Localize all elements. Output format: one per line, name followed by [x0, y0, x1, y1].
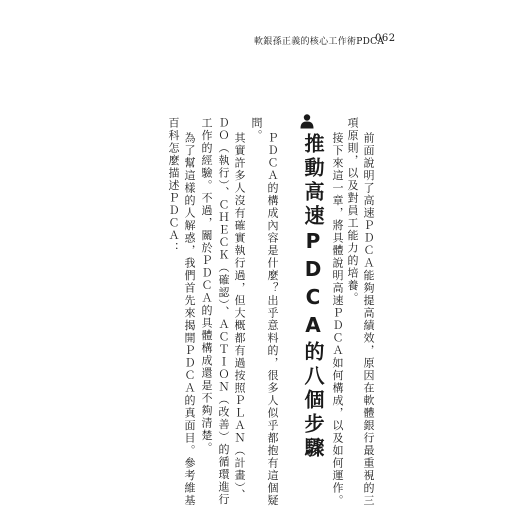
body-column-7: ＤＯ（執行）、ＣＨＥＣＫ（確認）、ＡＣＴＩＯＮ（改善）的循環進行: [217, 117, 230, 506]
page-number: 062: [375, 33, 396, 44]
body-column-10: 百科怎麼描述ＰＤＣＡ：: [167, 117, 180, 255]
body-column-8: 工作的經驗。不過，關於ＰＤＣＡ的具體構成還是不夠清楚。: [200, 117, 213, 455]
body-column-6: 其實許多人沒有確實執行過，但大概都有過按照ＰＬＡＮ（計畫）、: [233, 132, 246, 502]
body-column-9: 為了幫這樣的人解惑，我們首先來揭開ＰＤＣＡ的真面目。參考維基: [183, 132, 196, 507]
body-column-4: ＰＤＣＡ的構成內容是什麼？出乎意料的，很多人似乎都抱有這個疑: [266, 132, 279, 507]
person-icon: [299, 113, 315, 129]
body-column-3: 接下來這一章，將具體說明高速ＰＤＣＡ如何構成，以及如何運作。: [331, 132, 344, 507]
body-column-2: 項原則，以及對員工能力的培養。: [346, 117, 359, 305]
running-title: 軟銀孫正義的核心工作術PDCA: [254, 37, 385, 47]
section-heading: 推動高速PDCA的八個步驟: [301, 133, 325, 461]
body-column-5: 問。: [250, 117, 263, 142]
body-column-1: 前面說明了高速ＰＤＣＡ能夠提高績效，原因在軟體銀行最重視的三: [362, 132, 375, 507]
running-header: [254, 34, 404, 50]
